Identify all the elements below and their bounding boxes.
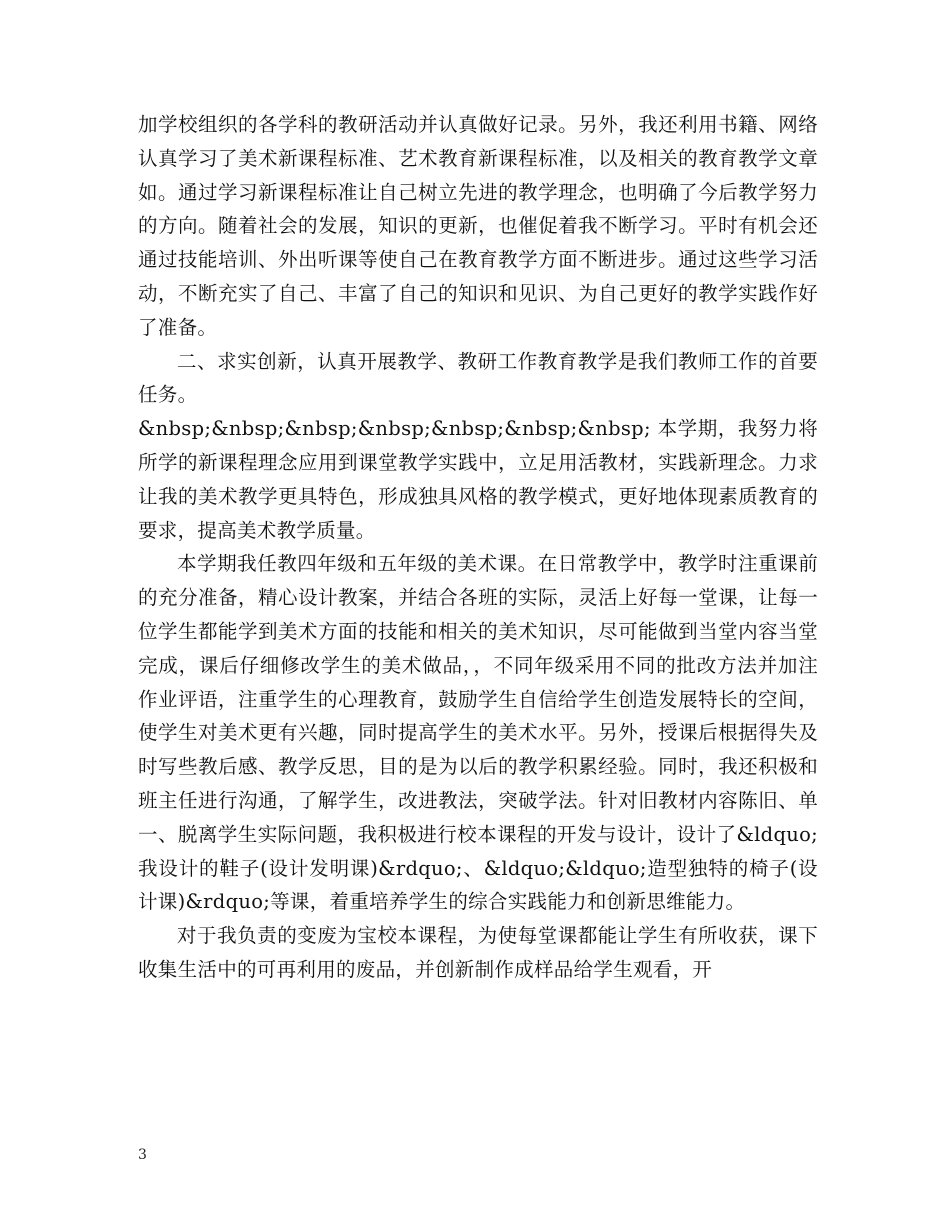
paragraph-section-heading: 二、求实创新，认真开展教学、教研工作教育教学是我们教师工作的首要任务。 [138,349,818,407]
paragraph-teaching-detail: 本学期我任教四年级和五年级的美术课。在日常教学中，教学时注重课前的充分准备，精心设计教案，并结合各班的实际，灵活上好每一堂课，让每一位学生都能学到美术方面的技能和相关的美术知识，尽可能做到当堂内容当堂完成，课后仔细修改学生的美术做品，，不同年级采用不同的批改方法并加注作业评语，注重学生的心理教育，鼓励学生自信给学生创造发展特长的空间，使学生对美术更有兴趣，同时提高学生的美术水平。另外，授课后根据得失及时写些教后感、教学反思，目的是为以后的教学积累经验。同时，我还积极和班主任进行沟通，了解学生，改进教法，突破学法。针对旧教材内容陈旧、单一、脱离学生实际问题，我积极进行校本课程的开发与设计，设计了&ldquo;我设计的鞋子(设计发明课)&rdquo;、&ldquo;&ldquo;造型独特的椅子(设计课)&rdquo;等课，着重培养学生的综合实践能力和创新思维能力。 [138,552,818,914]
paragraph-semester-goal: &nbsp;&nbsp;&nbsp;&nbsp;&nbsp;&nbsp;&nbsp; 本学期，我努力将所学的新课程理念应用到课堂教学实践中，立足用活教材，实践新理念。力求让我的美术教学更具特色，形成独具风格的教学模式，更好地体现素质教育的要求，提高美术教学质量。 [138,417,818,542]
page-number: 3 [138,1147,147,1163]
paragraph-continuation: 加学校组织的各学科的教研活动并认真做好记录。另外，我还利用书籍、网络认真学习了美术新课程标准、艺术教育新课程标准，以及相关的教育教学文章如。通过学习新课程标准让自己树立先进的教学理念，也明确了今后教学努力的方向。随着社会的发展，知识的更新，也催促着我不断学习。平时有机会还通过技能培训、外出听课等使自己在教育教学方面不断进步。通过这些学习活动，不断充实了自己、丰富了自己的知识和见识、为自己更好的教学实践作好了准备。 [138,113,818,339]
paragraph-school-course: 对于我负责的变废为宝校本课程，为使每堂课都能让学生有所收获，课下收集生活中的可再利用的废品，并创新制作成样品给学生观看，开 [138,924,818,981]
body-text [138,108,818,987]
